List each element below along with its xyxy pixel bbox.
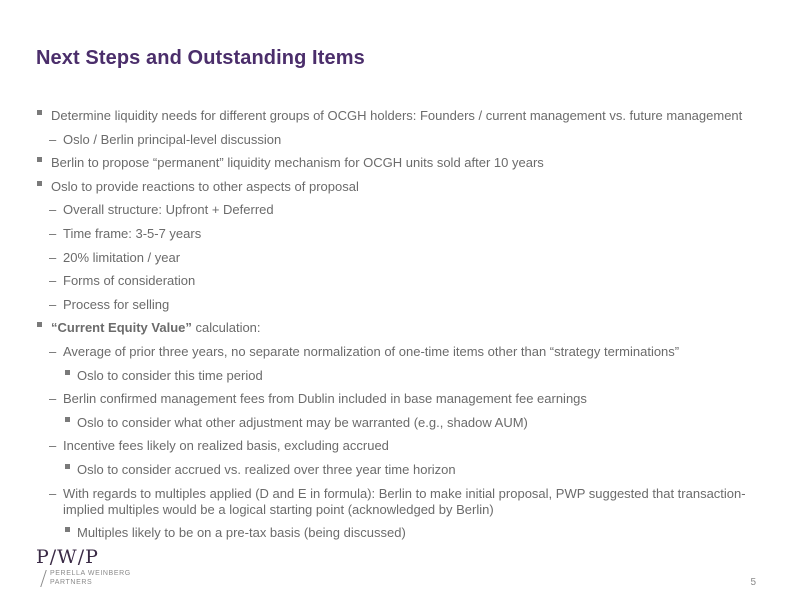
page-title: Next Steps and Outstanding Items — [36, 47, 365, 69]
logo-text-line1: PERELLA WEINBERG — [50, 570, 131, 577]
square-shape — [37, 110, 42, 115]
bullet-text: Oslo to consider what other adjustment may be warranted (e.g., shadow AUM) — [77, 414, 528, 430]
dash-bullet-marker: – — [49, 343, 57, 359]
bullet-text: Average of prior three years, no separate normalization of one-time items other than “strategy terminations” — [63, 343, 680, 359]
bullet-item-level-2 — [36, 486, 756, 518]
bullet-text: Oslo to provide reactions to other aspects of proposal — [51, 178, 359, 194]
dash-bullet-marker: – — [49, 273, 57, 289]
bullet-item-level-2 — [36, 344, 756, 360]
square-bullet-icon — [65, 368, 70, 384]
square-shape — [37, 322, 42, 327]
bullet-list — [36, 108, 756, 549]
logo-mark: P/W/P — [36, 546, 99, 568]
square-bullet-icon — [37, 179, 42, 195]
dash-bullet-marker: – — [49, 225, 57, 241]
bullet-text: Berlin confirmed management fees from Dublin included in base management fee earnings — [63, 391, 587, 407]
square-bullet-icon — [37, 155, 42, 171]
bullet-item-level-2 — [36, 391, 756, 407]
dash-bullet-marker: – — [49, 249, 57, 265]
bullet-text: Oslo to consider this time period — [77, 367, 263, 383]
bullet-item-level-3 — [36, 368, 756, 384]
square-shape — [37, 181, 42, 186]
square-shape — [65, 370, 70, 375]
bullet-item-level-2 — [36, 132, 756, 148]
bullet-text: Oslo / Berlin principal-level discussion — [63, 131, 282, 147]
logo-text-line2: PARTNERS — [50, 579, 93, 586]
bullet-text: Forms of consideration — [63, 273, 196, 289]
square-shape — [65, 464, 70, 469]
square-shape — [65, 527, 70, 532]
bullet-text: Incentive fees likely on realized basis, excluding accrued — [63, 438, 389, 454]
dash-bullet-marker: – — [49, 438, 57, 454]
bullet-item-level-3 — [36, 525, 756, 541]
bullet-text: Process for selling — [63, 296, 170, 312]
dash-bullet-marker: – — [49, 296, 57, 312]
bullet-item-level-2 — [36, 250, 756, 266]
pwp-logo — [36, 546, 146, 592]
bullet-text: Determine liquidity needs for different groups of OCGH holders: Founders / current management vs. future management — [51, 108, 743, 123]
bullet-text: With regards to multiples applied (D and E in formula): Berlin to make initial proposal, PWP suggested that transaction-implied multiples would be a logical starting point (acknowledged by Berlin) — [63, 485, 746, 517]
square-bullet-icon — [65, 415, 70, 431]
bullet-text: Oslo to consider accrued vs. realized over three year time horizon — [77, 461, 456, 477]
bullet-item-level-1 — [36, 155, 756, 171]
square-bullet-icon — [37, 320, 42, 336]
bullet-item-level-2 — [36, 273, 756, 289]
square-shape — [65, 417, 70, 422]
bullet-bold-text: “Current Equity Value” — [51, 320, 192, 336]
square-bullet-icon — [65, 462, 70, 478]
square-shape — [37, 157, 42, 162]
square-bullet-icon — [65, 525, 70, 541]
bullet-item-level-3 — [36, 415, 756, 431]
square-bullet-icon — [37, 108, 42, 124]
bullet-text: calculation: — [191, 320, 261, 336]
logo-slash-divider — [40, 570, 47, 587]
bullet-item-level-2 — [36, 438, 756, 454]
bullet-item-level-1 — [36, 179, 756, 195]
bullet-item-level-2 — [36, 226, 756, 242]
bullet-item-level-2 — [36, 297, 756, 313]
bullet-text: 20% limitation / year — [63, 249, 181, 265]
dash-bullet-marker: – — [49, 485, 57, 501]
bullet-text: Overall structure: Upfront + Deferred — [63, 202, 274, 218]
dash-bullet-marker: – — [49, 131, 57, 147]
bullet-item-level-3 — [36, 462, 756, 478]
dash-bullet-marker: – — [49, 202, 57, 218]
bullet-text: Multiples likely to be on a pre-tax basis (being discussed) — [77, 525, 406, 541]
page-number: 5 — [750, 577, 756, 588]
bullet-item-level-1 — [36, 108, 756, 124]
bullet-item-level-2 — [36, 202, 756, 218]
bullet-text: Berlin to propose “permanent” liquidity mechanism for OCGH units sold after 10 years — [51, 155, 544, 171]
bullet-text: Time frame: 3-5-7 years — [63, 225, 202, 241]
bullet-item-level-1 — [36, 320, 756, 336]
dash-bullet-marker: – — [49, 391, 57, 407]
